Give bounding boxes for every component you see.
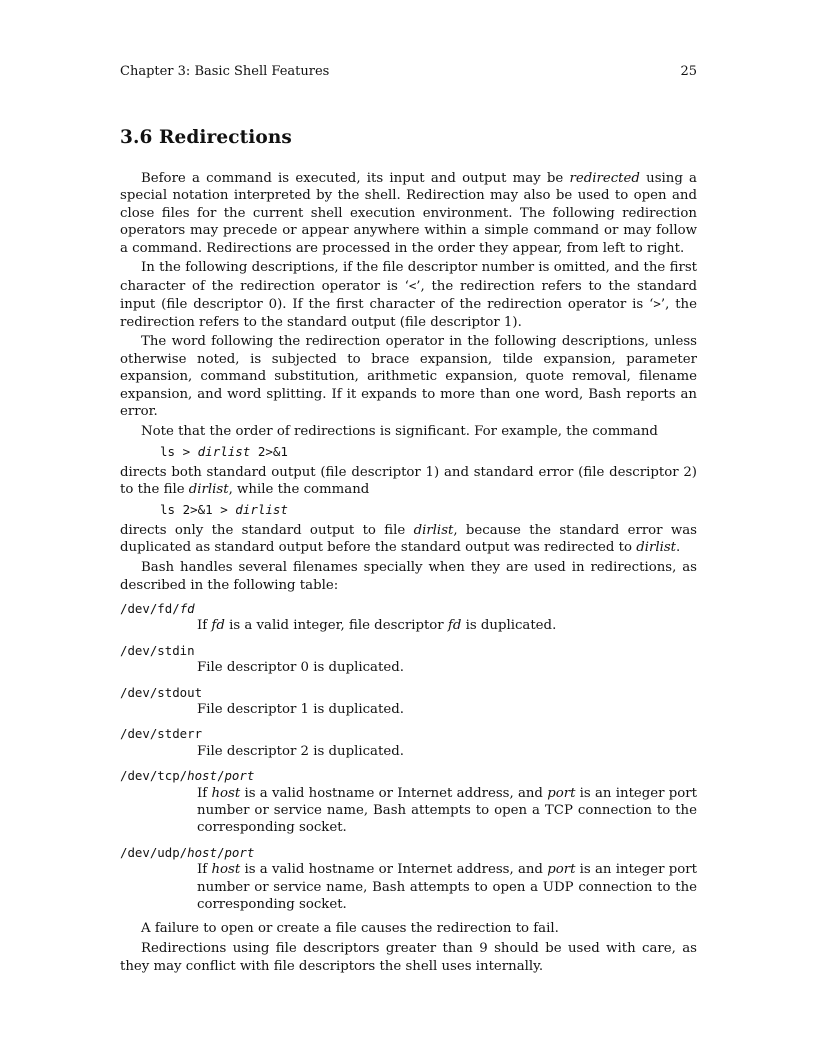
section-title: 3.6 Redirections	[120, 127, 292, 148]
paragraph-directs-both: directs both standard output (file descriptor 1) and standard error (file descriptor 2) to the file dirlist, while the command	[120, 464, 697, 498]
paragraph-directs-only: directs only the standard output to file dirlist, because the standard error was duplicated as standard output before the standard output was redirected to dirlist.	[120, 522, 697, 556]
term-dev-stdin: /dev/stdin	[120, 642, 195, 658]
desc-dev-stdin: File descriptor 0 is duplicated.	[197, 660, 404, 676]
desc-dev-udp: If host is a valid hostname or Internet address, and port is an integer port number or service name, Bash attempts to open a UDP connection to the corresponding socket.	[197, 862, 697, 912]
desc-dev-tcp: If host is a valid hostname or Internet address, and port is an integer port number or service name, Bash attempts to open a TCP connection to the corresponding socket.	[197, 785, 697, 836]
paragraph-order: Note that the order of redirections is significant. For example, the command	[141, 423, 658, 439]
desc-dev-stderr: File descriptor 2 is duplicated.	[197, 743, 404, 759]
page-number: 25	[680, 64, 697, 79]
paragraph-intro: Before a command is executed, its input and output may be redirected using a special notation interpreted by the shell. Redirection may also be used to open and close files for the current shell execution environment. The following redirection operators may precede or appear anywhere within a simple command or may follow a command. Redirections are processed in the order they appear, from left to right.	[120, 171, 697, 256]
term-dev-stdout: /dev/stdout	[120, 684, 203, 700]
paragraph-filenames: Bash handles several filenames specially when they are used in redirections, as described in the following table:	[120, 560, 697, 593]
section-body	[120, 170, 697, 977]
desc-dev-stdout: File descriptor 1 is duplicated.	[197, 701, 404, 717]
term-dev-tcp: /dev/tcp/host/port	[120, 768, 255, 784]
code-example-1: ls > dirlist 2>&1	[160, 444, 288, 460]
paragraph-fd-greater-than-9: Redirections using file descriptors greater than 9 should be used with care, as they may conflict with file descriptors the shell uses internally.	[120, 941, 697, 974]
code-example-2: ls 2>&1 > dirlist	[160, 502, 288, 518]
paragraph-defaults: In the following descriptions, if the file descriptor number is omitted, and the first character of the redirection operator is ‘<’, the redirection refers to the standard input (file descriptor 0). If the first character of the redirection operator is ‘>’, the redirection refers to the standard output (file descriptor 1).	[120, 260, 697, 330]
chapter-title: Chapter 3: Basic Shell Features	[120, 64, 330, 79]
special-filenames-table	[120, 600, 697, 914]
paragraph-failure: A failure to open or create a file causes the redirection to fail.	[141, 921, 559, 937]
page-header	[120, 64, 697, 79]
term-dev-udp: /dev/udp/host/port	[120, 844, 255, 860]
paragraph-expansion: The word following the redirection operator in the following descriptions, unless otherwise noted, is subjected to brace expansion, tilde expansion, parameter expansion, command substitution, arithmetic expansion, quote removal, filename expansion, and word splitting. If it expands to more than one word, Bash reports an error.	[120, 334, 697, 420]
term-dev-stderr: /dev/stderr	[120, 726, 203, 742]
desc-dev-fd: If fd is a valid integer, file descriptor fd is duplicated.	[197, 618, 557, 634]
term-dev-fd: /dev/fd/fd	[120, 600, 195, 616]
